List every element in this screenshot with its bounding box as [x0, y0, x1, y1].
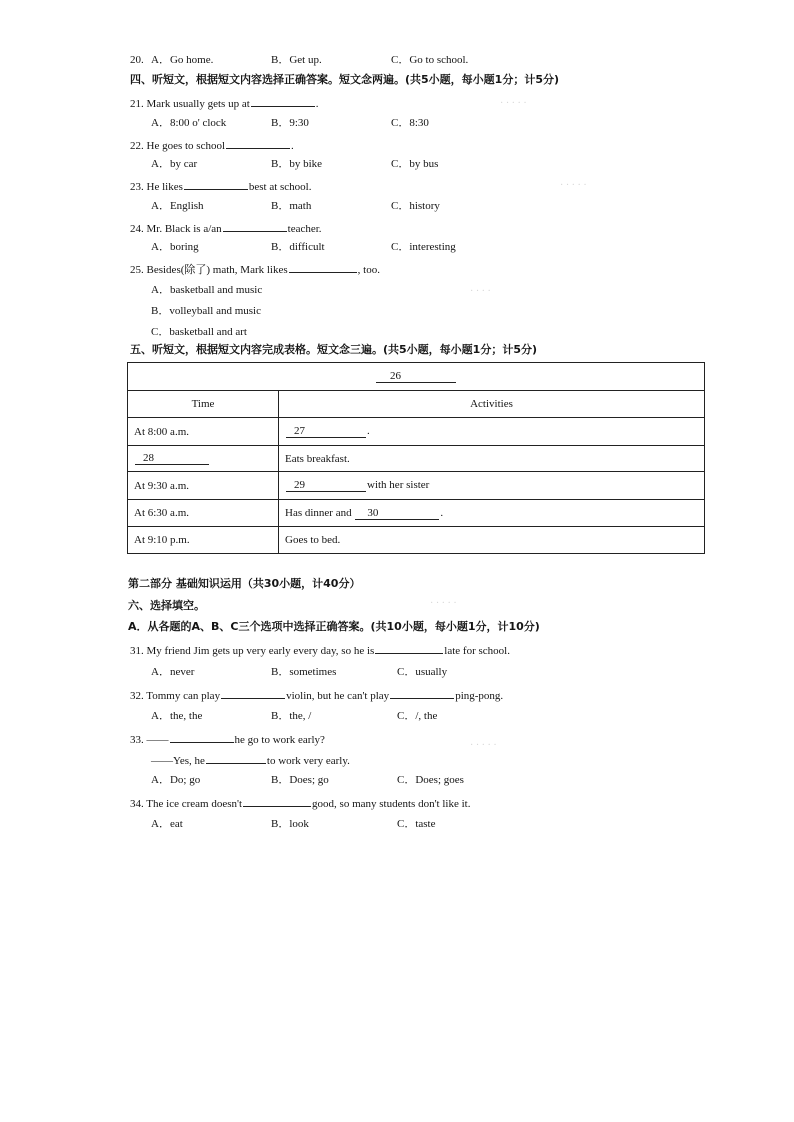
question-33-options: [151, 773, 511, 787]
option-a: A．boring: [151, 241, 199, 253]
question-21-stem: 21. Mark usually gets up at .: [130, 95, 319, 111]
option-a: A．eat: [151, 818, 183, 830]
answer-blank: [289, 261, 357, 273]
option-b: B．math: [271, 200, 312, 212]
option-c: C．usually: [397, 666, 448, 678]
question-31-stem: 31. My friend Jim gets up very early every day, so he is late for school.: [130, 642, 510, 658]
option-a: A．8:00 o' clock: [151, 117, 227, 129]
option-b: B．the, /: [271, 710, 312, 722]
answer-blank: [243, 795, 311, 807]
header-activities: Activities: [279, 391, 705, 418]
option-b: B．look: [271, 818, 309, 830]
option-a: A．by car: [151, 158, 198, 170]
question-22-options: [151, 157, 511, 171]
option-c: C．history: [391, 200, 440, 212]
header-time: Time: [128, 391, 279, 418]
option-c: C．/, the: [397, 710, 438, 722]
question-25-option-b: B．volleyball and music: [151, 305, 261, 317]
option-a: A．English: [151, 200, 204, 212]
answer-blank: [223, 220, 287, 232]
option-b: B．by bike: [271, 158, 323, 170]
part-2-title: 第二部分 基础知识运用（共30小题，计40分）: [128, 577, 361, 590]
option-a: A．never: [151, 666, 195, 678]
question-34-options: [151, 817, 511, 831]
answer-blank: [375, 642, 443, 654]
answer-blank-30: 30: [355, 507, 439, 520]
answer-blank-29: 29: [286, 479, 366, 492]
bleed-through-mark: · · · ·: [470, 286, 491, 297]
option-c: C．by bus: [391, 158, 439, 170]
option-b: B．9:30: [271, 117, 309, 129]
time-cell: At 8:00 a.m.: [128, 418, 279, 446]
section-6-title: 六、选择填空。: [128, 599, 205, 612]
time-cell: At 6:30 a.m.: [128, 500, 279, 527]
option-b: B．sometimes: [271, 666, 337, 678]
question-24-options: [151, 240, 511, 254]
option-b: B．Get up.: [271, 54, 322, 66]
answer-blank: [251, 95, 315, 107]
answer-blank: [206, 752, 266, 764]
option-c: C．taste: [397, 818, 436, 830]
answer-blank: [170, 731, 234, 743]
option-b: B．Does; go: [271, 774, 329, 786]
question-33-answer: ——Yes, he to work very early.: [151, 752, 350, 768]
question-32-stem: 32. Tommy can play violin, but he can't play ping-pong.: [130, 687, 503, 703]
question-31-options: [151, 665, 511, 679]
bleed-through-mark: · · · · ·: [470, 740, 497, 751]
answer-blank: [221, 687, 285, 699]
question-25-option-a: A．basketball and music: [151, 284, 263, 296]
question-number: 20.: [130, 54, 144, 66]
answer-blank-26: 26: [376, 370, 456, 383]
question-21-options: [151, 116, 511, 130]
bleed-through-mark: · · · · ·: [430, 598, 457, 609]
question-25-option-c: C．basketball and art: [151, 326, 247, 338]
activity-cell: 27 .: [279, 418, 705, 446]
table-row: [128, 418, 705, 446]
answer-blank: [390, 687, 454, 699]
option-c: C．interesting: [391, 241, 456, 253]
bleed-through-mark: · · · · ·: [500, 98, 527, 109]
time-cell: At 9:30 a.m.: [128, 472, 279, 500]
option-a: A．the, the: [151, 710, 203, 722]
table-header-row: [128, 391, 705, 418]
table-title-row: [128, 363, 705, 391]
bleed-through-mark: · · · · ·: [560, 180, 587, 191]
activity-cell: 29 with her sister: [279, 472, 705, 500]
section-5-title: 五、听短文，根据短文内容完成表格。短文念三遍。(共5小题，每小题1分；计5分): [130, 343, 538, 356]
option-c: C．8:30: [391, 117, 429, 129]
option-a: A．Do; go: [151, 774, 201, 786]
answer-blank-27: 27: [286, 425, 366, 438]
activity-cell: Eats breakfast.: [279, 446, 705, 472]
question-34-stem: 34. The ice cream doesn't good, so many students don't like it.: [130, 795, 470, 811]
option-a: A．Go home.: [151, 54, 214, 66]
option-c: C．Does; goes: [397, 774, 464, 786]
table-row: [128, 527, 705, 554]
question-23-stem: 23. He likes best at school.: [130, 178, 312, 194]
option-b: B．difficult: [271, 241, 325, 253]
answer-blank-28: 28: [135, 452, 209, 465]
time-cell: [128, 446, 279, 472]
question-25-stem: 25. Besides(除了) math, Mark likes , too.: [130, 261, 380, 277]
question-33-stem: 33. —— he go to work early?: [130, 731, 325, 747]
activities-table: [127, 362, 705, 554]
activity-cell: Goes to bed.: [279, 527, 705, 554]
question-20: [130, 53, 469, 67]
question-32-options: [151, 709, 511, 723]
section-6-subtitle: A．从各题的A、B、C三个选项中选择正确答案。(共10小题，每小题1分，计10分): [128, 620, 540, 633]
table-row: [128, 446, 705, 472]
answer-blank: [184, 178, 248, 190]
question-22-stem: 22. He goes to school .: [130, 137, 294, 153]
table-title-cell: [128, 363, 705, 391]
table-row: [128, 500, 705, 527]
table-row: [128, 472, 705, 500]
option-c: C．Go to school.: [391, 54, 469, 66]
time-cell: At 9:10 p.m.: [128, 527, 279, 554]
activity-cell: Has dinner and 30 .: [279, 500, 705, 527]
question-23-options: [151, 199, 511, 213]
answer-blank: [226, 137, 290, 149]
question-24-stem: 24. Mr. Black is a/an teacher.: [130, 220, 322, 236]
section-4-title: 四、听短文，根据短文内容选择正确答案。短文念两遍。(共5小题，每小题1分；计5分): [130, 73, 560, 86]
